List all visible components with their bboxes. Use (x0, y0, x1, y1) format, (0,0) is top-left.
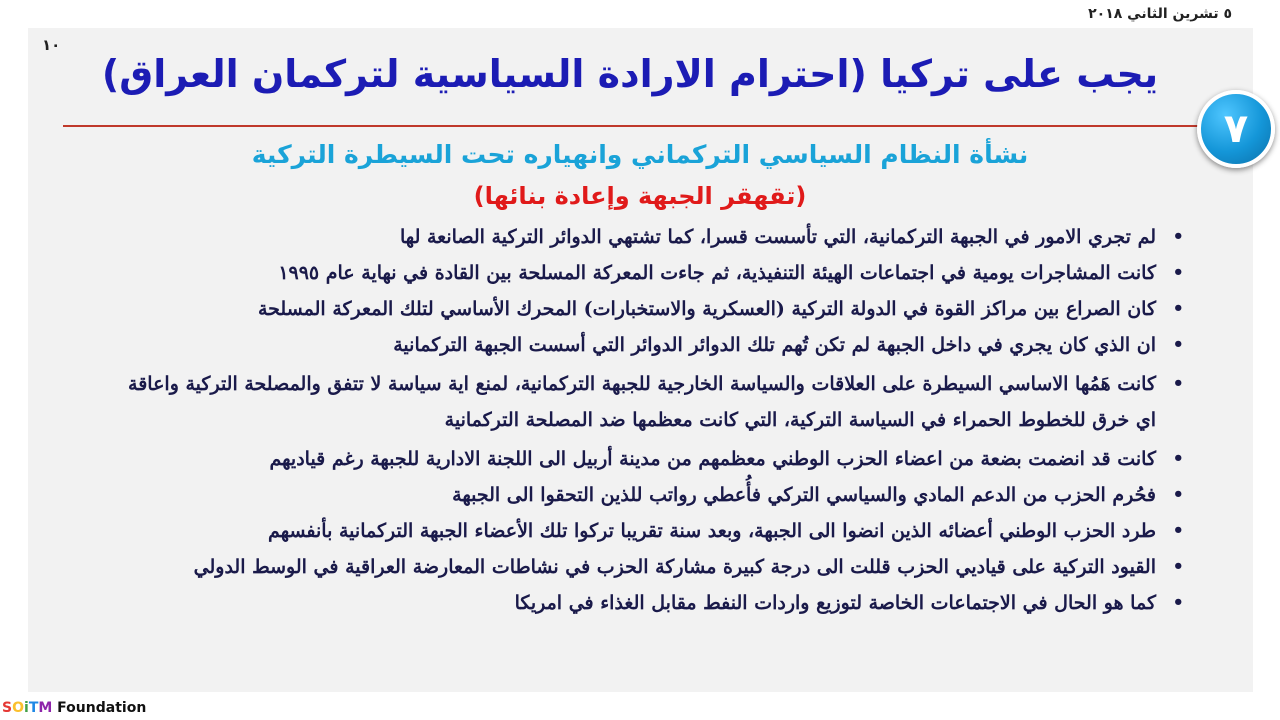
list-item-text: كانت المشاجرات يومية في اجتماعات الهيئة التنفيذية، ثم جاءت المعركة المسلحة بين القادة في نهاية عام ١٩٩٥ (278, 262, 1156, 284)
bullet-icon: • (1172, 520, 1184, 541)
list-item (104, 222, 1184, 252)
list-item-text: ان الذي كان يجري في داخل الجبهة لم تكن تُهم تلك الدوائر الدوائر التي أسست الجبهة التركمانية (393, 334, 1156, 356)
bullet-icon: • (1172, 226, 1184, 247)
date-label: ٥ تشرين الثاني ٢٠١٨ (1088, 6, 1232, 22)
list-item-text: كما هو الحال في الاجتماعات الخاصة لتوزيع واردات النفط مقابل الغذاء في امريكا (514, 592, 1156, 614)
slide-subtitle-red: (تقهقر الجبهة وإعادة بنائها) (473, 182, 807, 210)
page-number: ١٠ (42, 36, 61, 54)
slide-subtitle: نشأة النظام السياسي التركماني وانهياره تحت السيطرة التركية (251, 140, 1029, 169)
list-item-text: فحُرم الحزب من الدعم المادي والسياسي التركي فأُعطي رواتب للذين التحقوا الى الجبهة (452, 484, 1156, 506)
bullet-icon: • (1172, 448, 1184, 469)
soitm-foundation-logo: SOiTM Foundation (2, 700, 147, 716)
bullet-icon: • (1172, 373, 1184, 394)
bullet-icon: • (1172, 262, 1184, 283)
bullet-icon: • (1172, 334, 1184, 355)
list-item-text: كانت هَمُها الاساسي السيطرة على العلاقات والسياسة الخارجية للجبهة التركمانية، لمنع اية سياسة لا تتفق والمصلحة التركية واعاقة اي خرق للخطوط الحمراء في السياسة التركية، التي كانت معظمها ضد المصلحة التركمانية (128, 373, 1156, 431)
list-item (104, 258, 1184, 288)
bullet-icon: • (1172, 484, 1184, 505)
list-item-text: لم تجري الامور في الجبهة التركمانية، التي تأسست قسرا، كما تشتهي الدوائر التركية الصانعة لها (400, 226, 1156, 248)
list-item (104, 552, 1184, 582)
list-item (104, 480, 1184, 510)
bullet-icon: • (1172, 556, 1184, 577)
bullet-icon: • (1172, 298, 1184, 319)
bullet-icon: • (1172, 592, 1184, 613)
list-item-text: كان الصراع بين مراكز القوة في الدولة التركية (العسكرية والاستخبارات) المحرك الأساسي لتلك المعركة المسلحة (257, 298, 1156, 320)
list-item-text: كانت قد انضمت بضعة من اعضاء الحزب الوطني معظمهم من مدينة أربيل الى اللجنة الادارية للجبهة رغم قياديهم (269, 448, 1156, 470)
slide-title: يجب على تركيا (احترام الارادة السياسية لتركمان العراق) (101, 52, 1159, 96)
list-item-text: طرد الحزب الوطني أعضائه الذين انضوا الى الجبهة، وبعد سنة تقريبا تركوا تلك الأعضاء الجبهة التركمانية بأنفسهم (268, 520, 1156, 542)
bullet-list (104, 222, 1184, 624)
list-item (104, 444, 1184, 474)
list-item (104, 588, 1184, 618)
list-item (104, 366, 1184, 438)
section-number-badge (1197, 90, 1275, 168)
list-item-text: القيود التركية على قياديي الحزب قللت الى درجة كبيرة مشاركة الحزب في نشاطات المعارضة العراقية في الوسط الدولي (193, 556, 1156, 578)
section-number: ٧ (1223, 106, 1249, 152)
list-item (104, 516, 1184, 546)
title-divider (63, 125, 1203, 127)
list-item (104, 294, 1184, 324)
list-item (104, 330, 1184, 360)
